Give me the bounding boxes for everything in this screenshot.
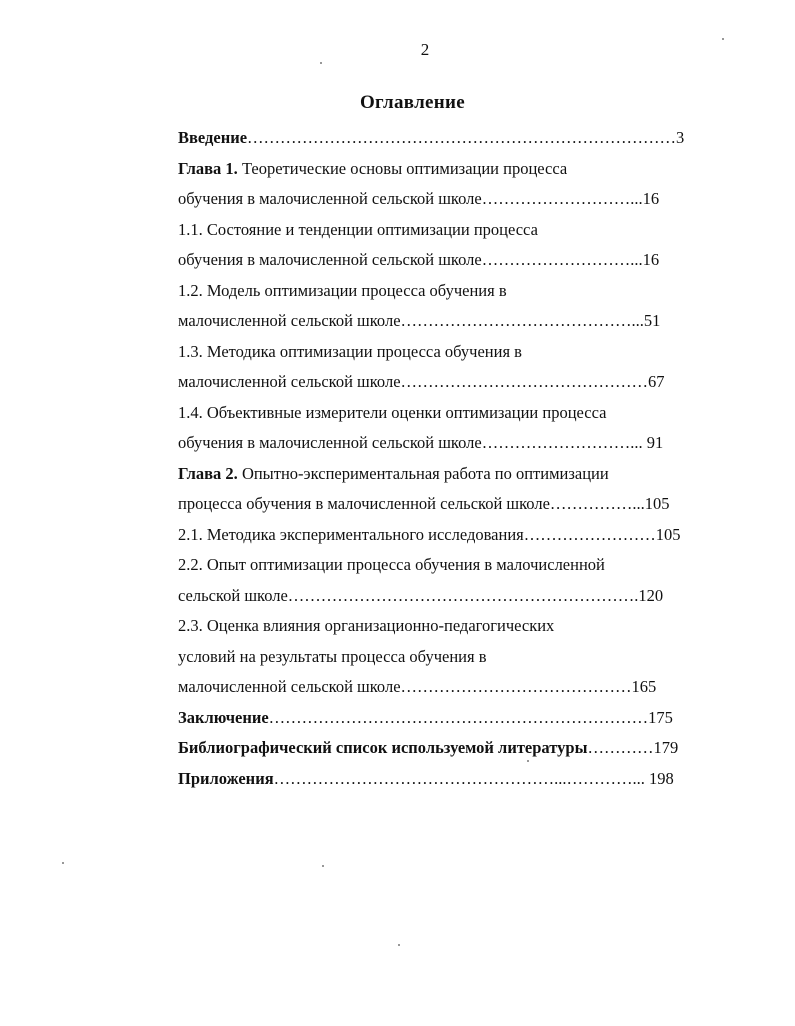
toc-line-text: ……………………………………………………………175 <box>268 707 673 727</box>
toc-line <box>178 184 723 215</box>
scan-speck <box>398 944 400 946</box>
toc-line <box>178 764 723 795</box>
toc-line <box>178 703 723 734</box>
page-number: 2 <box>420 40 430 59</box>
toc-line-text: 1.1. Состояние и тенденции оптимизации процесса <box>178 219 538 239</box>
toc-line <box>178 459 723 490</box>
toc-line-lead: Глава 2. <box>178 463 238 483</box>
toc-line-lead: Введение <box>178 128 248 147</box>
toc-line <box>178 550 723 581</box>
toc-line <box>178 215 723 246</box>
toc-line-text: сельской школе……………………………………………………….120 <box>178 585 664 605</box>
toc-line <box>178 520 723 551</box>
toc-line-lead: Глава 1. <box>178 158 238 178</box>
toc-line <box>178 337 723 368</box>
scan-speck <box>527 760 529 762</box>
scan-speck <box>322 865 324 867</box>
toc-line <box>178 154 723 185</box>
toc-line <box>178 276 723 307</box>
toc-line <box>178 489 723 520</box>
toc-line-text: …………179 <box>587 738 679 757</box>
toc-line <box>178 123 723 154</box>
toc-line-lead: Библиографический список используемой литературы <box>178 738 588 757</box>
toc-line <box>178 306 723 337</box>
toc-line-text: Теоретические основы оптимизации процесса <box>237 158 568 178</box>
toc-line-text: 2.1. Методика экспериментального исследования……………………105 <box>178 524 681 544</box>
scan-speck <box>320 62 322 64</box>
toc-line <box>178 428 723 459</box>
toc-line-text: 1.2. Модель оптимизации процесса обучения в <box>178 280 507 300</box>
toc-line-text: малочисленной сельской школе………………………………………67 <box>178 372 665 391</box>
scan-speck <box>62 862 64 864</box>
toc-line-lead: Приложения <box>178 768 274 788</box>
toc-line-text: 1.4. Объективные измерители оценки оптимизации процесса <box>178 402 607 422</box>
toc-line <box>178 245 723 276</box>
toc-line-text: ……………………………………………………………………3 <box>247 128 685 147</box>
toc-line-text: обучения в малочисленной сельской школе………………………...16 <box>178 250 660 269</box>
toc-line <box>178 672 723 703</box>
toc-line-text: обучения в малочисленной сельской школе………………………... 91 <box>178 433 664 452</box>
toc-line-text: 1.3. Методика оптимизации процесса обучения в <box>178 341 522 361</box>
toc-line-text: процесса обучения в малочисленной сельской школе……………...105 <box>178 494 670 513</box>
toc-line-text: условий на результаты процесса обучения в <box>178 646 487 666</box>
toc-line <box>178 581 723 612</box>
toc-line-text: малочисленной сельской школе……………………………………165 <box>178 677 657 696</box>
toc-line-text: обучения в малочисленной сельской школе………………………...16 <box>178 189 660 208</box>
toc-line-text: малочисленной сельской школе……………………………………...51 <box>178 311 661 330</box>
toc-line <box>178 733 723 764</box>
toc-line <box>178 398 723 429</box>
toc-line-text: 2.2. Опыт оптимизации процесса обучения в малочисленной <box>178 555 605 574</box>
toc-title: Оглавление <box>359 92 466 113</box>
toc-line-text: 2.3. Оценка влияния организационно-педагогических <box>178 616 555 635</box>
toc-line <box>178 642 723 673</box>
toc-line-lead: Заключение <box>178 707 269 727</box>
toc-line <box>178 611 723 642</box>
toc-line <box>178 367 723 398</box>
scan-speck <box>722 38 724 40</box>
table-of-contents <box>178 123 723 794</box>
toc-line-text: Опытно-экспериментальная работа по оптимизации <box>237 463 609 483</box>
toc-line-text: ……………………………………………...…………... 198 <box>273 768 674 788</box>
